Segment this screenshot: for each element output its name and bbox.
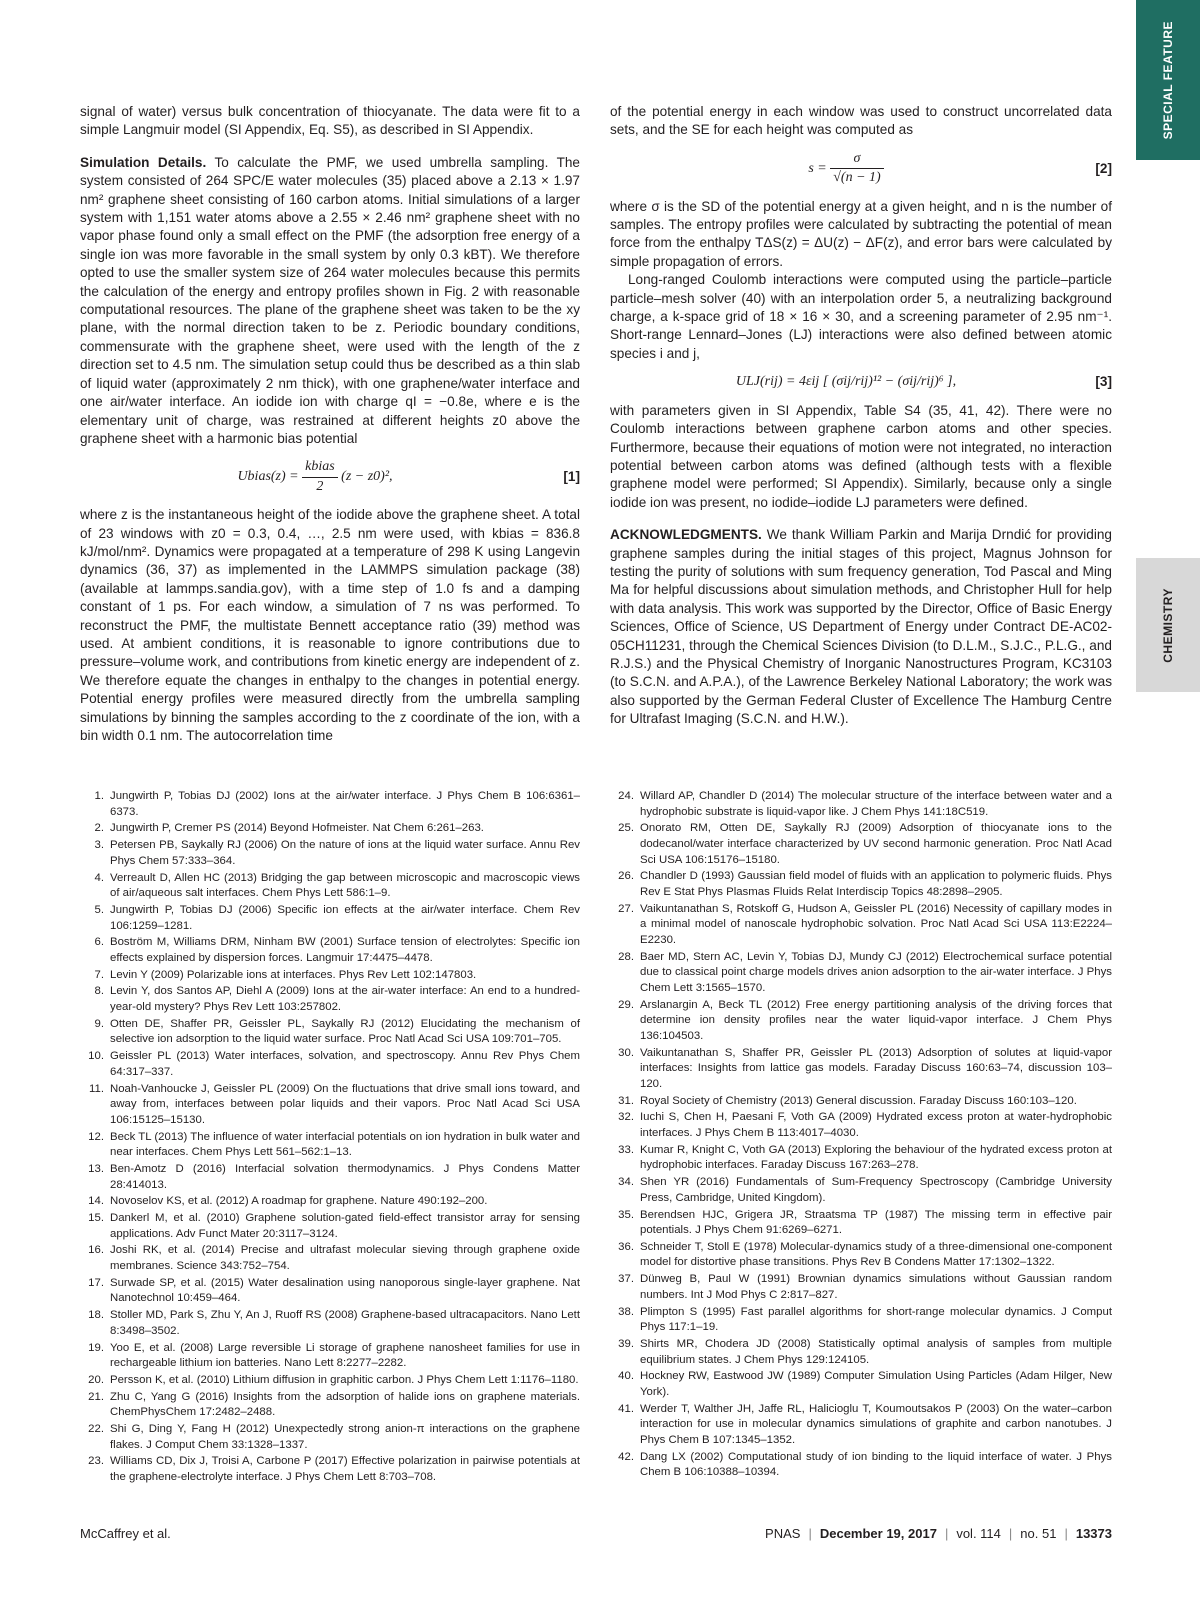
eq1-rhs: (z − z0)², — [341, 469, 393, 485]
reference-item — [80, 1130, 580, 1161]
reference-item — [80, 903, 580, 934]
reference-text: Otten DE, Shaffer PR, Geissler PL, Saykally RJ (2012) Elucidating the mechanism of selective ion adsorption to the liquid water surface. Proc Natl Acad Sci USA 109:701–705. — [110, 1017, 580, 1046]
reference-number: 37. — [618, 1273, 634, 1286]
after-eq3-paragraph: with parameters given in SI Appendix, Table S4 (35, 41, 42). There were no Coulomb interactions between graphene carbon atoms and other species. Furthermore, because their equations of motion were not integrated, no interaction potential between carbon atoms was defined (although tests with a flexible graphene model were performed; SI Appendix). Similarly, because only a single iodide ion was present, no iodide–iodide LJ parameters were defined. — [610, 402, 1112, 510]
reference-number: 27. — [618, 902, 634, 915]
simulation-details-paragraph — [80, 154, 580, 449]
reference-number: 14. — [88, 1195, 104, 1208]
reference-number: 1. — [94, 790, 104, 802]
reference-number: 21. — [88, 1390, 104, 1403]
reference-number: 32. — [618, 1111, 634, 1124]
reference-number: 10. — [88, 1050, 104, 1063]
acknowledgments-text: We thank William Parkin and Marija Drndić for providing graphene samples during the initial stages of this project, Magnus Johnson for testing the purity of solutions with sum frequency generation, Tod Pascal and Ming Ma for helpful discussions about simulation methods, and Christopher Hull for help with data analysis. This work was supported by the Director, Office of Basic Energy Sciences, Office of Science, US Department of Energy under Contract DE-AC02-05CH11231, through the Chemical Sciences Division (to D.L.M., S.J.C., P.L.G., and R.J.S.) and the Physical Chemistry of Inorganic Nanostructures Program, KC3103 (to S.C.N. and A.P.A.), of the Lawrence Berkeley National Laboratory; the work was also supported by the German Federal Cluster of Excellence The Hamburg Centre for Ultrafast Imaging (S.C.N. and H.W.). — [610, 527, 1112, 727]
reference-item — [610, 1175, 1112, 1206]
right-column — [610, 103, 1112, 729]
eq1-numerator: kbias — [302, 458, 338, 477]
reference-item — [610, 998, 1112, 1045]
reference-text: Zhu C, Yang G (2016) Insights from the adsorption of halide ions on graphene materials. ChemPhysChem 17:2482–2488. — [110, 1390, 580, 1419]
reference-text: Noah-Vanhoucke J, Geissler PL (2009) On the fluctuations that drive small ions toward, and away from, interfaces between polar liquids and their vapors. Proc Natl Acad Sci USA 106:15125–15130. — [110, 1082, 580, 1126]
reference-number: 18. — [88, 1309, 104, 1322]
reference-number: 2. — [94, 822, 104, 835]
reference-item — [610, 1046, 1112, 1093]
reference-text: Baer MD, Stern AC, Levin Y, Tobias DJ, Mundy CJ (2012) Electrochemical surface potential due to classical point charge models drives anion adsorption to the air-water interface. J Phys Chem Lett 3:1565–1570. — [640, 950, 1112, 994]
equation-1 — [80, 458, 580, 496]
reference-text: Ben-Amotz D (2016) Interfacial solvation thermodynamics. J Phys Condens Matter 28:414013. — [110, 1162, 580, 1191]
reference-text: Levin Y, dos Santos AP, Diehl A (2009) Ions at the air-water interface: An end to a hundred-year-old mystery? Phys Rev Lett 103:257802. — [110, 985, 580, 1014]
footer-volume: vol. 114 — [956, 1526, 1001, 1541]
reference-text: Arslanargin A, Beck TL (2012) Free energy partitioning analysis of the driving forces that determine ion density profiles near the water liquid-vapor interface. J Chem Phys 136:104503. — [640, 998, 1112, 1042]
reference-item — [80, 1243, 580, 1274]
reference-number: 24. — [618, 790, 634, 802]
reference-item — [80, 1390, 580, 1421]
footer-date: December 19, 2017 — [819, 1526, 937, 1541]
reference-item — [80, 1049, 580, 1080]
reference-number: 25. — [618, 822, 634, 835]
chemistry-label: CHEMISTRY — [1161, 587, 1175, 663]
footer-issue: no. 51 — [1020, 1526, 1057, 1541]
footer-authors: McCaffrey et al. — [80, 1526, 171, 1541]
reference-number: 30. — [618, 1046, 634, 1059]
reference-item — [80, 871, 580, 902]
reference-item — [80, 821, 580, 837]
reference-number: 29. — [618, 998, 634, 1011]
eq2-lhs: s = — [808, 160, 827, 176]
reference-number: 34. — [618, 1176, 634, 1189]
simulation-details-text: To calculate the PMF, we used umbrella sampling. The system consisted of 264 SPC/E water molecules (35) placed above a 2.13 × 1.97 nm² graphene sheet consisting of 160 carbon atoms. Initial simulations of a larger system with 1,151 water atoms above a 2.55 × 2.46 nm² graphene sheet with no vapor phase found only a small effect on the PMF (the adsorption free energy of a single ion was more favorable in the small system by only 0.3 kBT). We therefore opted to use the smaller system size of 264 water molecules because this permits the calculation of the energy and entropy profiles shown in Fig. 2 with reasonable computational resources. The plane of the graphene sheet was taken to be the xy plane, with the normal direction taken to be z. Periodic boundary conditions, commensurate with the graphene sheet, were used with the length of the z direction set to 4.5 nm. The simulation setup could thus be described as a thin slab of liquid water (approximately 2 nm thick), with one graphene/water interface and one air/water interface. An iodide ion with charge qI = −0.8e, where e is the elementary unit of charge, was restrained at different heights z0 above the graphene sheet with a harmonic bias potential — [80, 154, 580, 446]
equation-2 — [610, 150, 1112, 188]
reference-item — [610, 1143, 1112, 1174]
reference-text: Hockney RW, Eastwood JW (1989) Computer Simulation Using Particles (Adam Hilger, New York). — [640, 1370, 1112, 1398]
reference-text: Jungwirth P, Tobias DJ (2002) Ions at the air/water interface. J Phys Chem B 106:6361–6373. — [110, 790, 580, 818]
reference-text: Novoselov KS, et al. (2012) A roadmap for graphene. Nature 490:192–200. — [110, 1195, 488, 1208]
eq2-denominator: √(n − 1) — [833, 170, 881, 186]
reference-number: 8. — [94, 985, 104, 998]
reference-number: 33. — [618, 1143, 634, 1156]
reference-number: 9. — [94, 1017, 104, 1030]
reference-item — [80, 984, 580, 1015]
reference-item — [610, 1369, 1112, 1400]
reference-item — [610, 1272, 1112, 1303]
reference-text: Kumar R, Knight C, Voth GA (2013) Exploring the behaviour of the hydrated excess proton at hydrophobic interfaces. Faraday Discuss 167:263–278. — [640, 1143, 1112, 1172]
eq3-label: [3] — [1095, 374, 1112, 390]
reference-item — [610, 902, 1112, 949]
reference-item — [80, 1276, 580, 1307]
eq1-label: [1] — [563, 469, 580, 485]
reference-number: 42. — [618, 1450, 634, 1463]
reference-text: Dankerl M, et al. (2010) Graphene solution-gated field-effect transistor array for sensing applications. Adv Funct Mater 20:3117–3124. — [110, 1212, 580, 1240]
reference-text: Jungwirth P, Tobias DJ (2006) Specific ion effects at the air/water interface. Chem Rev 106:1259–1281. — [110, 903, 580, 932]
reference-item — [80, 1211, 580, 1242]
reference-number: 35. — [618, 1208, 634, 1221]
reference-item — [80, 1373, 580, 1389]
eq1-fraction — [302, 458, 338, 496]
reference-text: Dang LX (2002) Computational study of ion binding to the liquid interface of water. J Phys Chem B 106:10388–10394. — [640, 1450, 1112, 1479]
reference-text: Willard AP, Chandler D (2014) The molecular structure of the interface between water and a hydrophobic substrate is liquid-vapor like. J Chem Phys 141:18C519. — [640, 790, 1112, 818]
reference-item — [610, 950, 1112, 997]
eq2-label: [2] — [1095, 160, 1112, 176]
equation-3 — [610, 373, 1112, 391]
after-eq2-paragraph: where σ is the SD of the potential energy at a given height, and n is the number of samples. The entropy profiles were calculated by subtracting the potential of mean force from the enthalpy TΔS(z) = ΔU(z) − ΔF(z), and error bars were calculated by simple propagation of errors. — [610, 198, 1112, 269]
chemistry-tab — [1136, 558, 1200, 692]
reference-item — [610, 1208, 1112, 1239]
reference-text: Levin Y (2009) Polarizable ions at interfaces. Phys Rev Lett 102:147803. — [110, 968, 477, 981]
eq2-fraction — [830, 150, 883, 188]
footer-page: 13373 — [1075, 1526, 1112, 1541]
reference-number: 36. — [618, 1240, 634, 1253]
reference-item — [80, 1194, 580, 1210]
special-feature-label: SPECIAL FEATURE — [1161, 20, 1175, 140]
reference-number: 19. — [88, 1341, 104, 1354]
reference-text: Stoller MD, Park S, Zhu Y, An J, Ruoff RS (2008) Graphene-based ultracapacitors. Nano Lett 8:3498–3502. — [110, 1309, 580, 1337]
eq1-lhs: Ubias(z) = — [237, 469, 299, 485]
reference-item — [80, 1341, 580, 1372]
reference-text: Verreault D, Allen HC (2013) Bridging the gap between microscopic and macroscopic views of air/aqueous salt interfaces. Chem Phys Lett 586:1–9. — [110, 871, 580, 900]
reference-text: Surwade SP, et al. (2015) Water desalination using nanoporous single-layer graphene. Nat Nanotechnol 10:459–464. — [110, 1276, 580, 1305]
reference-number: 15. — [88, 1212, 104, 1225]
reference-number: 13. — [88, 1162, 104, 1175]
reference-number: 4. — [94, 871, 104, 884]
reference-text: Werder T, Walther JH, Jaffe RL, Halicioglu T, Koumoutsakos P (2003) On the water–carbon interaction for use in molecular dynamics simulations of graphite and carbon nanotubes. J Phys Chem B 107:1345–1352. — [640, 1402, 1112, 1446]
reference-number: 11. — [89, 1082, 104, 1095]
reference-text: Berendsen HJC, Grigera JR, Straatsma TP (1987) The missing term in effective pair potentials. J Phys Chem 91:6269–6271. — [640, 1208, 1112, 1237]
simulation-details-heading: Simulation Details. — [80, 154, 207, 170]
reference-number: 12. — [88, 1130, 104, 1143]
reference-item — [610, 821, 1112, 868]
right-intro-paragraph: of the potential energy in each window was used to construct uncorrelated data sets, and the SE for each height was computed as — [610, 104, 1112, 138]
reference-text: Yoo E, et al. (2008) Large reversible Li storage of graphene nanosheet families for use in rechargeable lithium ion batteries. Nano Lett 8:2277–2282. — [110, 1341, 580, 1370]
reference-number: 28. — [618, 950, 634, 963]
reference-text: Shen YR (2016) Fundamentals of Sum-Frequency Spectroscopy (Cambridge University Press, Cambridge, United Kingdom). — [640, 1176, 1112, 1204]
reference-item — [610, 789, 1112, 820]
eq1-denominator: 2 — [316, 478, 324, 494]
reference-text: Shi G, Ding Y, Fang H (2012) Unexpectedly strong anion-π interactions on the graphene flakes. J Comput Chem 33:1328–1337. — [110, 1423, 580, 1451]
reference-text: Plimpton S (1995) Fast parallel algorithms for short-range molecular dynamics. J Comput Phys 117:1–19. — [640, 1305, 1112, 1334]
reference-item — [80, 1162, 580, 1193]
reference-number: 39. — [618, 1338, 634, 1350]
reference-text: Vaikuntanathan S, Shaffer PR, Geissler PL (2013) Adsorption of solutes at liquid-vapor interfaces: Insights from lattice gas models. Faraday Discuss 160:63–74, discussion 103–120. — [640, 1046, 1112, 1090]
references-left — [80, 789, 580, 1487]
footer-journal: PNAS — [765, 1526, 801, 1541]
footer-citation: PNAS | December 19, 2017 | vol. 114 | no. 51 | 13373 — [765, 1526, 1112, 1541]
reference-text: Geissler PL (2013) Water interfaces, solvation, and spectroscopy. Annu Rev Phys Chem 64:317–337. — [110, 1050, 580, 1078]
acknowledgments-paragraph — [610, 526, 1112, 728]
reference-item — [80, 1082, 580, 1129]
reference-item — [80, 968, 580, 984]
reference-text: Dünweg B, Paul W (1991) Brownian dynamics simulations without Gaussian random numbers. Int J Mod Phys C 2:817–827. — [640, 1273, 1112, 1301]
reference-text: Williams CD, Dix J, Troisi A, Carbone P (2017) Effective polarization in pairwise potentials at the graphene-electrolyte interface. J Phys Chem Lett 8:703–708. — [110, 1455, 580, 1484]
eq2-numerator: σ — [830, 150, 883, 169]
reference-item — [610, 1110, 1112, 1141]
reference-number: 7. — [94, 968, 104, 981]
intro-paragraph: signal of water) versus bulk concentration of thiocyanate. The data were fit to a simple Langmuir model (SI Appendix, Eq. S5), as described in SI Appendix. — [80, 104, 580, 138]
reference-number: 3. — [94, 839, 104, 852]
reference-item — [80, 1308, 580, 1339]
reference-number: 26. — [618, 870, 634, 883]
reference-item — [80, 789, 580, 820]
reference-text: Onorato RM, Otten DE, Saykally RJ (2009) Adsorption of thiocyanate ions to the dodecanol/water interface characterized by UV second harmonic generation. Proc Natl Acad Sci USA 106:15176–15180. — [640, 822, 1112, 866]
eq3-body: ULJ(rij) = 4εij [ (σij/rij)¹² − (σij/rij)⁶ ], — [735, 374, 957, 390]
reference-item — [610, 1094, 1112, 1110]
references-right — [610, 789, 1112, 1482]
reference-number: 20. — [88, 1373, 104, 1386]
reference-item — [610, 1450, 1112, 1481]
reference-text: Boström M, Williams DRM, Ninham BW (2001) Surface tension of electrolytes: Specific ion effects explained by dispersion forces. Langmuir 17:4475–4478. — [110, 936, 580, 964]
reference-item — [610, 1240, 1112, 1271]
reference-item — [610, 1402, 1112, 1449]
reference-item — [80, 1454, 580, 1485]
reference-item — [80, 838, 580, 869]
reference-text: Chandler D (1993) Gaussian field model of fluids with an application to polymeric fluids. Phys Rev E Stat Phys Plasmas Fluids Relat Interdiscip Topics 48:2898–2905. — [640, 870, 1112, 898]
reference-item — [610, 1305, 1112, 1336]
acknowledgments-heading: ACKNOWLEDGMENTS. — [610, 527, 762, 543]
reference-text: Iuchi S, Chen H, Paesani F, Voth GA (2009) Hydrated excess proton at water-hydrophobic interfaces. J Phys Chem B 113:4017–4030. — [640, 1111, 1112, 1139]
special-feature-tab — [1136, 0, 1200, 160]
reference-text: Beck TL (2013) The influence of water interfacial potentials on ion hydration in bulk water and near interfaces. Chem Phys Lett 561–562:1–13. — [110, 1130, 580, 1159]
reference-number: 6. — [94, 936, 104, 949]
coulomb-paragraph: Long-ranged Coulomb interactions were computed using the particle–particle particle–mesh solver (40) with an interpolation order 5, a neutralizing background charge, a k-space grid of 18 × 16 × 30, and a screening parameter of 2.95 nm⁻¹. Short-range Lennard–Jones (LJ) interactions were also defined between atomic species i and j, — [610, 272, 1112, 361]
reference-text: Royal Society of Chemistry (2013) General discussion. Faraday Discuss 160:103–120. — [640, 1094, 1077, 1107]
reference-text: Persson K, et al. (2010) Lithium diffusion in graphitic carbon. J Phys Chem Lett 1:1176–1180. — [110, 1373, 579, 1386]
reference-item — [80, 935, 580, 966]
left-column — [80, 103, 580, 745]
reference-number: 17. — [88, 1276, 104, 1289]
reference-item — [610, 1337, 1112, 1368]
reference-number: 38. — [618, 1305, 634, 1318]
reference-number: 41. — [618, 1402, 634, 1415]
reference-number: 5. — [94, 903, 104, 916]
reference-number: 16. — [88, 1244, 104, 1257]
reference-text: Vaikuntanathan S, Rotskoff G, Hudson A, Geissler PL (2016) Necessity of capillary modes in a minimal model of nanoscale hydrophobic solvation. Proc Natl Acad Sci USA 113:E2224–E2230. — [640, 902, 1112, 946]
after-eq1-paragraph: where z is the instantaneous height of the iodide above the graphene sheet. A total of 23 windows with z0 = 0.3, 0.4, …, 2.5 nm were used, with kbias = 836.8 kJ/mol/nm². Dynamics were propagated at a temperature of 298 K using Langevin dynamics (36, 37) as implemented in the LAMMPS simulation package (38) (available at lammps.sandia.gov), with a time step of 1.0 fs and a damping constant of 1 ps. For each window, a simulation of 7 ns was performed. To reconstruct the PMF, the multistate Bennett acceptance ratio (39) method was used. At ambient conditions, it is reasonable to ignore contributions due to pressure–volume work, and contributions from kinetic energy are independent of z. We therefore equate the changes in enthalpy to the changes in potential energy. Potential energy profiles were measured directly from the umbrella sampling simulations by binning the samples according to the z coordinate of the ion, with a bin width 0.1 nm. The autocorrelation time — [80, 507, 580, 743]
reference-text: Jungwirth P, Cremer PS (2014) Beyond Hofmeister. Nat Chem 6:261–263. — [110, 822, 484, 835]
reference-number: 31. — [618, 1094, 634, 1107]
reference-text: Petersen PB, Saykally RJ (2006) On the nature of ions at the liquid water surface. Annu Rev Phys Chem 57:333–364. — [110, 839, 580, 867]
reference-number: 40. — [618, 1370, 634, 1383]
reference-item — [80, 1017, 580, 1048]
reference-number: 22. — [88, 1423, 104, 1436]
reference-number: 23. — [88, 1455, 104, 1468]
reference-text: Joshi RK, et al. (2014) Precise and ultrafast molecular sieving through graphene oxide membranes. Science 343:752–754. — [110, 1244, 580, 1273]
reference-text: Shirts MR, Chodera JD (2008) Statistically optimal analysis of samples from multiple equilibrium states. J Chem Phys 129:124105. — [640, 1338, 1112, 1366]
page-footer — [80, 1526, 1112, 1541]
reference-text: Schneider T, Stoll E (1978) Molecular-dynamics study of a three-dimensional one-component model for distortive phase transitions. Phys Rev B Condens Matter 17:1302–1322. — [640, 1240, 1112, 1269]
reference-item — [610, 869, 1112, 900]
reference-item — [80, 1422, 580, 1453]
